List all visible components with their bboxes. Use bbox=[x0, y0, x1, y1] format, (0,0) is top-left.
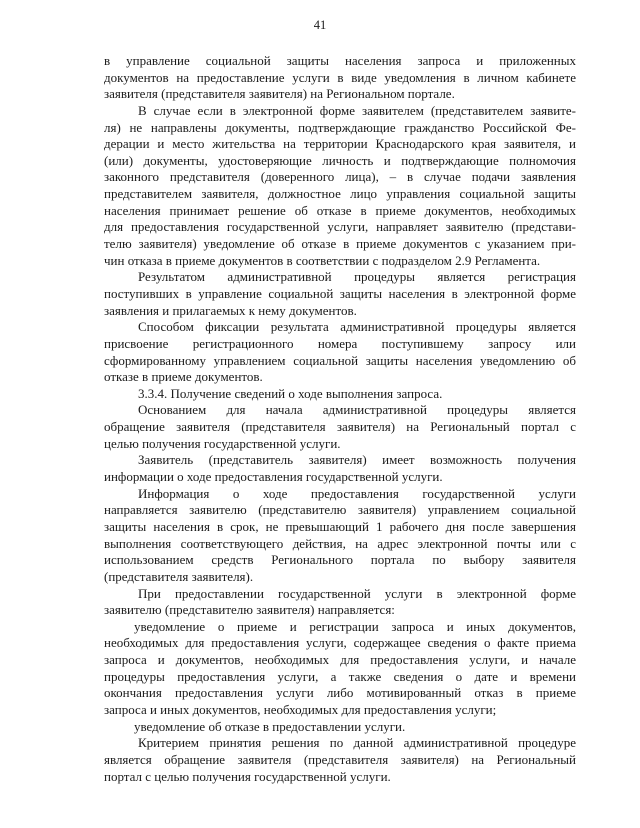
text-line: уведомление о приеме и регистрации запроса и иных документов, bbox=[134, 618, 576, 634]
text-line: направляется заявителю (представителю заявителя) управлением социальной bbox=[104, 502, 576, 518]
text-line: запроса и документов, необходимых для предоставления услуги, и начале bbox=[104, 652, 576, 668]
text-line: (представителя заявителя). bbox=[104, 568, 254, 584]
text-line: Результатом административной процедуры является регистрация bbox=[138, 269, 576, 285]
document-body bbox=[104, 53, 576, 785]
text-line: уведомление об отказе в предоставлении услуги. bbox=[134, 718, 406, 734]
text-line: дерации и место жительства на территории Краснодарского края заявителя, и bbox=[104, 136, 576, 152]
text-line: 3.3.4. Получение сведений о ходе выполнения запроса. bbox=[138, 385, 443, 401]
text-line: Основанием для начала административной процедуры является bbox=[138, 402, 576, 418]
text-line: сформированному управлением социальной защиты населения уведомлению об bbox=[104, 352, 576, 368]
text-line: окончания предоставления услуги либо мотивированный отказ в приеме bbox=[104, 685, 576, 701]
text-line: В случае если в электронной форме заявителем (представителем заявите- bbox=[138, 102, 576, 118]
text-line: запроса и иных документов, необходимых для предоставления услуги; bbox=[104, 701, 497, 717]
text-line: законного представителя (доверенного лица), – в случае подачи заявления bbox=[104, 169, 576, 185]
text-line: отказе в приеме документов. bbox=[104, 369, 263, 385]
text-line: защиты населения в срок, не превышающий 1 рабочего дня после завершения bbox=[104, 518, 576, 534]
text-line: Критерием принятия решения по данной административной процедуре bbox=[138, 735, 576, 751]
text-line: является обращение заявителя (представителя заявителя) на Региональный bbox=[104, 751, 576, 767]
text-line: (или) документы, удостоверяющие личность и подтверждающие полномочия bbox=[104, 152, 576, 168]
text-line: процедуры предоставления услуги, а также сведения о дате и времени bbox=[104, 668, 576, 684]
text-line: использованием средств Регионального портала по выбору заявителя bbox=[104, 552, 576, 568]
text-line: документов на предоставление услуги в виде уведомления в личном кабинете bbox=[104, 69, 576, 85]
text-line: При предоставлении государственной услуги в электронной форме bbox=[138, 585, 576, 601]
text-line: целью получения государственной услуги. bbox=[104, 435, 341, 451]
text-line: ля) не направлены документы, подтверждающие гражданство Российской Фе- bbox=[104, 119, 576, 135]
text-line: портал с целью получения государственной услуги. bbox=[104, 768, 391, 784]
text-line: необходимых для предоставления услуги, содержащее сведения о факте приема bbox=[104, 635, 576, 651]
text-line: присвоение регистрационного номера поступившему запросу или bbox=[104, 335, 576, 351]
text-line: чин отказа в приеме документов в соответствии с подразделом 2.9 Регламента. bbox=[104, 252, 541, 268]
text-line: обращение заявителя (представителя заявителя) на Региональный портал с bbox=[104, 419, 576, 435]
text-line: для предоставления государственной услуги, направляет заявителю (представи- bbox=[104, 219, 576, 235]
text-line: Заявитель (представитель заявителя) имеет возможность получения bbox=[138, 452, 576, 468]
text-line: Способом фиксации результата административной процедуры является bbox=[138, 319, 576, 335]
text-line: в управление социальной защиты населения запроса и приложенных bbox=[104, 53, 576, 68]
text-line: телю заявителя) уведомление об отказе в приеме документов с указанием при- bbox=[104, 236, 576, 252]
text-line: информации о ходе предоставления государственной услуги. bbox=[104, 469, 443, 485]
text-line: заявителю (представителю заявителя) направляется: bbox=[104, 602, 395, 618]
text-line: поступивших в управление социальной защиты населения в электронной форме bbox=[104, 285, 576, 301]
text-line: выполнения соответствующего действия, на адрес электронной почты или с bbox=[104, 535, 576, 551]
text-line: Информация о ходе предоставления государственной услуги bbox=[138, 485, 576, 501]
text-line: заявителя (представителя заявителя) на Региональном портале. bbox=[104, 86, 455, 102]
text-line: населения принимает решение об отказе в приеме документов, необходимых bbox=[104, 202, 576, 218]
page-number: 41 bbox=[313, 18, 327, 32]
text-line: представителем заявителя, должностное лицо управления социальной защиты bbox=[104, 186, 576, 202]
text-line: заявления и прилагаемых к нему документов. bbox=[104, 302, 357, 318]
